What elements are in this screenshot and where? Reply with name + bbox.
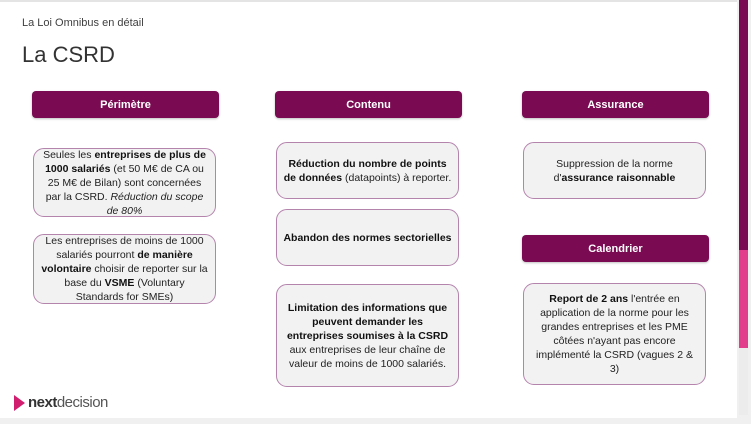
progress-sidebar [739,0,748,415]
logo-text-bold: next [28,394,57,411]
box-text [40,148,209,218]
header-contenu: Contenu [275,91,462,118]
box-contenu-2 [276,209,459,266]
header-perimetre: Périmètre [32,91,219,118]
bold-text: VSME [104,277,135,289]
box-text [40,234,209,304]
box-assurance-1 [523,142,706,199]
box-text [530,292,699,376]
text-segment: Suppression de la norme d' [553,157,673,184]
box-calendrier-1 [523,283,706,385]
text-segment: l'entrée en application de la norme pour les grandes entreprises et les PME côtées n'ayant pas encore implémenté la CSRD (vagues 2 & 3) [536,293,693,375]
page-title: La CSRD [22,42,115,67]
bold-text: Limitation des informations que peuvent demander les entreprises soumises à la CSRD [286,301,449,342]
header-calendrier: Calendrier [522,235,709,262]
text-segment: aux entreprises de leur chaîne de valeur de moins de 1000 salariés. [288,343,446,370]
bold-text: Réduction du nombre de points de données [283,157,447,184]
bold-text: assurance raisonnable [561,171,676,184]
text-segment: choisir de reporter sur la base du [64,263,208,289]
progress-bar-purple [739,0,748,250]
bold-text: entreprises de plus de 1000 salariés [45,148,206,175]
text-segment: (datapoints) à reporter. [342,171,452,184]
text-segment: Seules les [43,148,95,161]
logo-play-icon [14,395,25,411]
box-text [283,157,452,185]
box-contenu-1 [276,142,459,199]
text-segment: (et 50 M€ de CA ou 25 M€ de Bilan) sont concernées par la CSRD. [45,162,204,203]
text-segment: Réduction du scope de 80% [106,190,204,217]
box-perimetre-1 [33,148,216,217]
text-segment: Les entreprises de moins de 1000 salariés pourront [45,235,204,261]
bold-text: de manière volontaire [41,249,193,275]
logo-text-light: decision [56,394,108,411]
bold-text: Abandon des normes sectorielles [283,231,452,244]
header-assurance: Assurance [522,91,709,118]
box-text [283,231,451,245]
box-text [530,157,699,185]
progress-bar-pink [739,250,748,348]
box-perimetre-2 [33,234,216,304]
box-text [283,301,452,371]
text-segment: (Voluntary Standards for SMEs) [75,277,185,303]
box-contenu-3 [276,284,459,387]
nextdecision-logo [14,394,108,411]
section-subtitle: La Loi Omnibus en détail [22,17,144,29]
bold-text: Report de 2 ans [549,293,629,305]
